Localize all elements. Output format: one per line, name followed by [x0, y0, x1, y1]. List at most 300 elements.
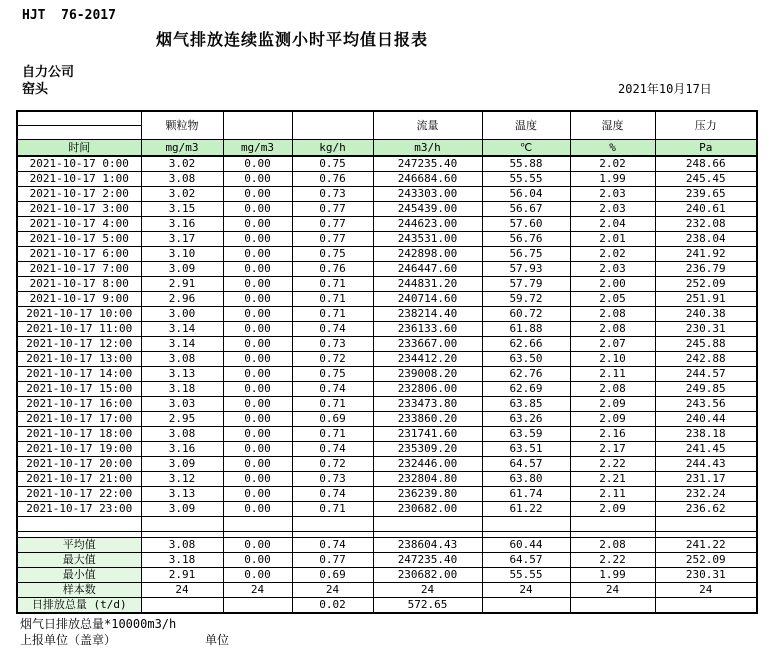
time-cell: 2021-10-17 17:00: [17, 412, 141, 427]
value-cell: 230.31: [655, 568, 757, 583]
value-cell: 240.44: [655, 412, 757, 427]
unit-percent: %: [570, 140, 655, 157]
unit-mgm3-1: mg/m3: [141, 140, 223, 157]
empty-cell: [373, 517, 482, 532]
value-cell: [482, 598, 570, 614]
value-cell: 62.66: [482, 337, 570, 352]
value-cell: 0.00: [223, 457, 292, 472]
table-row: [17, 322, 757, 337]
header-empty-2: [292, 111, 373, 140]
table-row: [17, 172, 757, 187]
value-cell: 0.00: [223, 292, 292, 307]
value-cell: 0.00: [223, 156, 292, 172]
value-cell: 242898.00: [373, 247, 482, 262]
value-cell: 2.00: [570, 277, 655, 292]
value-cell: 24: [570, 583, 655, 598]
value-cell: 239008.20: [373, 367, 482, 382]
value-cell: 0.75: [292, 367, 373, 382]
time-cell: 2021-10-17 13:00: [17, 352, 141, 367]
summary-label-cell: 日排放总量 (t/d): [17, 598, 141, 614]
value-cell: 238.18: [655, 427, 757, 442]
value-cell: 56.76: [482, 232, 570, 247]
time-cell: 2021-10-17 9:00: [17, 292, 141, 307]
value-cell: 24: [223, 583, 292, 598]
value-cell: 3.16: [141, 217, 223, 232]
value-cell: 236.79: [655, 262, 757, 277]
value-cell: 2.03: [570, 187, 655, 202]
value-cell: 24: [373, 583, 482, 598]
value-cell: 0.75: [292, 156, 373, 172]
value-cell: 0.77: [292, 553, 373, 568]
unit-celsius: ℃: [482, 140, 570, 157]
table-row: [17, 397, 757, 412]
time-cell: 2021-10-17 5:00: [17, 232, 141, 247]
time-cell: 2021-10-17 22:00: [17, 487, 141, 502]
footer-note: 烟气日排放总量*10000m3/h: [20, 617, 177, 631]
value-cell: 249.85: [655, 382, 757, 397]
unit-row: [17, 140, 757, 157]
value-cell: 0.77: [292, 202, 373, 217]
value-cell: 232.08: [655, 217, 757, 232]
value-cell: 2.96: [141, 292, 223, 307]
time-cell: 2021-10-17 12:00: [17, 337, 141, 352]
value-cell: 251.91: [655, 292, 757, 307]
value-cell: 241.92: [655, 247, 757, 262]
table-row: [17, 457, 757, 472]
value-cell: 60.72: [482, 307, 570, 322]
time-cell: 2021-10-17 7:00: [17, 262, 141, 277]
value-cell: 245439.00: [373, 202, 482, 217]
value-cell: 3.03: [141, 397, 223, 412]
value-cell: 240.38: [655, 307, 757, 322]
value-cell: 241.45: [655, 442, 757, 457]
time-cell: 2021-10-17 11:00: [17, 322, 141, 337]
value-cell: 230682.00: [373, 502, 482, 517]
value-cell: 2.91: [141, 277, 223, 292]
value-cell: 0.76: [292, 172, 373, 187]
table-row: [17, 202, 757, 217]
summary-label-cell: 最大值: [17, 553, 141, 568]
header-temperature: 温度: [482, 111, 570, 140]
value-cell: 2.02: [570, 247, 655, 262]
table-row: [17, 292, 757, 307]
value-cell: 247235.40: [373, 156, 482, 172]
value-cell: 63.26: [482, 412, 570, 427]
value-cell: 61.74: [482, 487, 570, 502]
value-cell: 2.08: [570, 538, 655, 553]
value-cell: 0.71: [292, 502, 373, 517]
value-cell: 2.01: [570, 232, 655, 247]
value-cell: 0.74: [292, 538, 373, 553]
value-cell: 233667.00: [373, 337, 482, 352]
value-cell: 63.80: [482, 472, 570, 487]
value-cell: 0.00: [223, 307, 292, 322]
value-cell: 2.22: [570, 553, 655, 568]
value-cell: 61.22: [482, 502, 570, 517]
time-cell: 2021-10-17 19:00: [17, 442, 141, 457]
value-cell: 0.71: [292, 292, 373, 307]
table-row: [17, 427, 757, 442]
header-row-top: [17, 111, 757, 126]
table-row: [17, 217, 757, 232]
value-cell: 572.65: [373, 598, 482, 614]
value-cell: 233473.80: [373, 397, 482, 412]
value-cell: 238604.43: [373, 538, 482, 553]
value-cell: 3.08: [141, 427, 223, 442]
time-cell: 2021-10-17 0:00: [17, 156, 141, 172]
doc-code: HJT 76-2017: [22, 8, 116, 23]
table-row: [17, 502, 757, 517]
value-cell: 0.00: [223, 487, 292, 502]
value-cell: 0.71: [292, 277, 373, 292]
value-cell: 2.22: [570, 457, 655, 472]
value-cell: 0.00: [223, 217, 292, 232]
value-cell: 1.99: [570, 568, 655, 583]
time-cell: 2021-10-17 16:00: [17, 397, 141, 412]
value-cell: 0.00: [223, 262, 292, 277]
value-cell: 232806.00: [373, 382, 482, 397]
table-row: [17, 442, 757, 457]
value-cell: 57.60: [482, 217, 570, 232]
table-row: [17, 262, 757, 277]
value-cell: 57.93: [482, 262, 570, 277]
value-cell: 0.00: [223, 247, 292, 262]
value-cell: 55.55: [482, 568, 570, 583]
value-cell: [655, 598, 757, 614]
value-cell: 56.67: [482, 202, 570, 217]
value-cell: 0.74: [292, 442, 373, 457]
page-title: 烟气排放连续监测小时平均值日报表: [155, 30, 428, 49]
value-cell: 0.00: [223, 187, 292, 202]
report-date: 2021年10月17日: [618, 82, 712, 96]
time-cell: 2021-10-17 14:00: [17, 367, 141, 382]
value-cell: [141, 598, 223, 614]
value-cell: 238.04: [655, 232, 757, 247]
value-cell: 231.17: [655, 472, 757, 487]
value-cell: 244.43: [655, 457, 757, 472]
value-cell: 246684.60: [373, 172, 482, 187]
value-cell: 2.21: [570, 472, 655, 487]
value-cell: 3.08: [141, 352, 223, 367]
value-cell: 0.00: [223, 352, 292, 367]
time-cell: 2021-10-17 21:00: [17, 472, 141, 487]
empty-cell: [655, 517, 757, 532]
table-row: [17, 187, 757, 202]
value-cell: 60.44: [482, 538, 570, 553]
value-cell: 2.09: [570, 412, 655, 427]
value-cell: 0.00: [223, 397, 292, 412]
table-row: [17, 337, 757, 352]
value-cell: 243.56: [655, 397, 757, 412]
value-cell: 63.85: [482, 397, 570, 412]
time-cell: 2021-10-17 23:00: [17, 502, 141, 517]
value-cell: 230682.00: [373, 568, 482, 583]
value-cell: 233860.20: [373, 412, 482, 427]
value-cell: 248.66: [655, 156, 757, 172]
value-cell: 59.72: [482, 292, 570, 307]
table-row: [17, 412, 757, 427]
value-cell: [223, 598, 292, 614]
time-cell: 2021-10-17 1:00: [17, 172, 141, 187]
time-cell: 2021-10-17 8:00: [17, 277, 141, 292]
value-cell: 0.74: [292, 382, 373, 397]
value-cell: 241.22: [655, 538, 757, 553]
value-cell: 62.76: [482, 367, 570, 382]
value-cell: 55.88: [482, 156, 570, 172]
value-cell: 0.00: [223, 277, 292, 292]
value-cell: 252.09: [655, 553, 757, 568]
value-cell: 3.09: [141, 502, 223, 517]
value-cell: 2.10: [570, 352, 655, 367]
value-cell: 0.00: [223, 553, 292, 568]
summary-label-cell: 最小值: [17, 568, 141, 583]
header-time-lower-cell: [17, 126, 141, 140]
value-cell: 243531.00: [373, 232, 482, 247]
location-name: 窑头: [22, 82, 49, 97]
value-cell: 64.57: [482, 457, 570, 472]
value-cell: 0.00: [223, 172, 292, 187]
value-cell: 0.00: [223, 538, 292, 553]
value-cell: 230.31: [655, 322, 757, 337]
value-cell: 0.74: [292, 322, 373, 337]
header-pressure: 压力: [655, 111, 757, 140]
value-cell: 3.12: [141, 472, 223, 487]
summary-label-cell: 平均值: [17, 538, 141, 553]
time-cell: 2021-10-17 15:00: [17, 382, 141, 397]
value-cell: 0.72: [292, 457, 373, 472]
value-cell: 3.09: [141, 457, 223, 472]
data-rows: [17, 156, 757, 517]
empty-cell: [570, 517, 655, 532]
table-row: [17, 307, 757, 322]
value-cell: 245.45: [655, 172, 757, 187]
value-cell: 2.08: [570, 322, 655, 337]
value-cell: 2.05: [570, 292, 655, 307]
header-time-upper-cell: [17, 111, 141, 126]
value-cell: 3.02: [141, 187, 223, 202]
value-cell: 0.76: [292, 262, 373, 277]
value-cell: 0.00: [223, 367, 292, 382]
value-cell: 0.72: [292, 352, 373, 367]
value-cell: 244623.00: [373, 217, 482, 232]
value-cell: 0.71: [292, 427, 373, 442]
value-cell: 24: [292, 583, 373, 598]
value-cell: 2.11: [570, 487, 655, 502]
value-cell: 0.00: [223, 322, 292, 337]
value-cell: 244831.20: [373, 277, 482, 292]
value-cell: 24: [482, 583, 570, 598]
table-row: [17, 247, 757, 262]
value-cell: 0.75: [292, 247, 373, 262]
value-cell: 247235.40: [373, 553, 482, 568]
time-cell: 2021-10-17 6:00: [17, 247, 141, 262]
value-cell: 244.57: [655, 367, 757, 382]
value-cell: 63.59: [482, 427, 570, 442]
value-cell: 2.16: [570, 427, 655, 442]
time-label: 时间: [17, 140, 141, 157]
value-cell: 3.14: [141, 337, 223, 352]
summary-rows: [17, 538, 757, 614]
value-cell: 3.02: [141, 156, 223, 172]
value-cell: 3.17: [141, 232, 223, 247]
value-cell: 0.73: [292, 472, 373, 487]
value-cell: 0.69: [292, 412, 373, 427]
value-cell: 0.00: [223, 412, 292, 427]
value-cell: 0.71: [292, 397, 373, 412]
value-cell: 2.09: [570, 397, 655, 412]
header-empty-1: [223, 111, 292, 140]
value-cell: 0.69: [292, 568, 373, 583]
table-row: [17, 553, 757, 568]
empty-cell: [292, 517, 373, 532]
table-row: [17, 382, 757, 397]
value-cell: 0.00: [223, 427, 292, 442]
value-cell: 0.00: [223, 202, 292, 217]
value-cell: 3.13: [141, 487, 223, 502]
table-row: [17, 598, 757, 614]
value-cell: 0.02: [292, 598, 373, 614]
value-cell: 0.00: [223, 382, 292, 397]
time-cell: 2021-10-17 4:00: [17, 217, 141, 232]
table-row: [17, 367, 757, 382]
value-cell: 61.88: [482, 322, 570, 337]
value-cell: 2.08: [570, 382, 655, 397]
value-cell: 3.14: [141, 322, 223, 337]
value-cell: 238214.40: [373, 307, 482, 322]
value-cell: 2.02: [570, 156, 655, 172]
value-cell: 0.00: [223, 442, 292, 457]
value-cell: 0.77: [292, 217, 373, 232]
value-cell: 3.10: [141, 247, 223, 262]
value-cell: 234412.20: [373, 352, 482, 367]
value-cell: 3.09: [141, 262, 223, 277]
company-name: 自力公司: [22, 65, 75, 80]
table-row: [17, 568, 757, 583]
value-cell: 2.03: [570, 202, 655, 217]
table-row: [17, 487, 757, 502]
value-cell: 62.69: [482, 382, 570, 397]
report-unit-label: 上报单位（盖章）: [20, 633, 117, 647]
value-cell: 252.09: [655, 277, 757, 292]
value-cell: 63.50: [482, 352, 570, 367]
value-cell: 0.00: [223, 472, 292, 487]
value-cell: 242.88: [655, 352, 757, 367]
value-cell: 232446.00: [373, 457, 482, 472]
value-cell: 0.73: [292, 187, 373, 202]
value-cell: 231741.60: [373, 427, 482, 442]
value-cell: 3.08: [141, 172, 223, 187]
time-cell: 2021-10-17 18:00: [17, 427, 141, 442]
value-cell: 0.71: [292, 307, 373, 322]
value-cell: 0.00: [223, 337, 292, 352]
value-cell: 56.75: [482, 247, 570, 262]
table-row: [17, 277, 757, 292]
table-row: [17, 472, 757, 487]
table-row: [17, 156, 757, 172]
value-cell: 239.65: [655, 187, 757, 202]
value-cell: 3.18: [141, 382, 223, 397]
value-cell: 3.15: [141, 202, 223, 217]
value-cell: 64.57: [482, 553, 570, 568]
value-cell: 235309.20: [373, 442, 482, 457]
empty-cell: [223, 517, 292, 532]
table-row: [17, 583, 757, 598]
value-cell: [570, 598, 655, 614]
time-cell: 2021-10-17 10:00: [17, 307, 141, 322]
value-cell: 0.00: [223, 232, 292, 247]
unit-label: 单位: [205, 633, 230, 647]
value-cell: 232.24: [655, 487, 757, 502]
value-cell: 57.79: [482, 277, 570, 292]
value-cell: 236133.60: [373, 322, 482, 337]
value-cell: 236239.80: [373, 487, 482, 502]
value-cell: 2.09: [570, 502, 655, 517]
unit-mgm3-2: mg/m3: [223, 140, 292, 157]
value-cell: 3.00: [141, 307, 223, 322]
value-cell: 0.00: [223, 502, 292, 517]
value-cell: 3.18: [141, 553, 223, 568]
time-cell: 2021-10-17 20:00: [17, 457, 141, 472]
report-table: [16, 110, 758, 614]
value-cell: 2.08: [570, 307, 655, 322]
value-cell: 240714.60: [373, 292, 482, 307]
table-row: [17, 352, 757, 367]
value-cell: 2.11: [570, 367, 655, 382]
value-cell: 2.17: [570, 442, 655, 457]
value-cell: 2.07: [570, 337, 655, 352]
value-cell: 0.00: [223, 568, 292, 583]
value-cell: 245.88: [655, 337, 757, 352]
value-cell: 0.73: [292, 337, 373, 352]
unit-pa: Pa: [655, 140, 757, 157]
value-cell: 2.04: [570, 217, 655, 232]
empty-cell: [141, 517, 223, 532]
table-row: [17, 232, 757, 247]
unit-kgh: kg/h: [292, 140, 373, 157]
value-cell: 0.74: [292, 487, 373, 502]
value-cell: 2.91: [141, 568, 223, 583]
value-cell: 1.99: [570, 172, 655, 187]
time-cell: 2021-10-17 3:00: [17, 202, 141, 217]
value-cell: 24: [141, 583, 223, 598]
value-cell: 3.16: [141, 442, 223, 457]
unit-m3h: m3/h: [373, 140, 482, 157]
empty-cell: [17, 517, 141, 532]
value-cell: 56.04: [482, 187, 570, 202]
value-cell: 3.13: [141, 367, 223, 382]
table-row: [17, 538, 757, 553]
value-cell: 232804.80: [373, 472, 482, 487]
header-humidity: 湿度: [570, 111, 655, 140]
empty-row: [17, 517, 757, 532]
value-cell: 2.03: [570, 262, 655, 277]
header-flow: 流量: [373, 111, 482, 140]
value-cell: 3.08: [141, 538, 223, 553]
value-cell: 246447.60: [373, 262, 482, 277]
summary-label-cell: 样本数: [17, 583, 141, 598]
value-cell: 55.55: [482, 172, 570, 187]
value-cell: 0.77: [292, 232, 373, 247]
value-cell: 24: [655, 583, 757, 598]
header-particulate: 颗粒物: [141, 111, 223, 140]
value-cell: 240.61: [655, 202, 757, 217]
value-cell: 63.51: [482, 442, 570, 457]
empty-cell: [482, 517, 570, 532]
value-cell: 243303.00: [373, 187, 482, 202]
time-cell: 2021-10-17 2:00: [17, 187, 141, 202]
value-cell: 236.62: [655, 502, 757, 517]
value-cell: 2.95: [141, 412, 223, 427]
